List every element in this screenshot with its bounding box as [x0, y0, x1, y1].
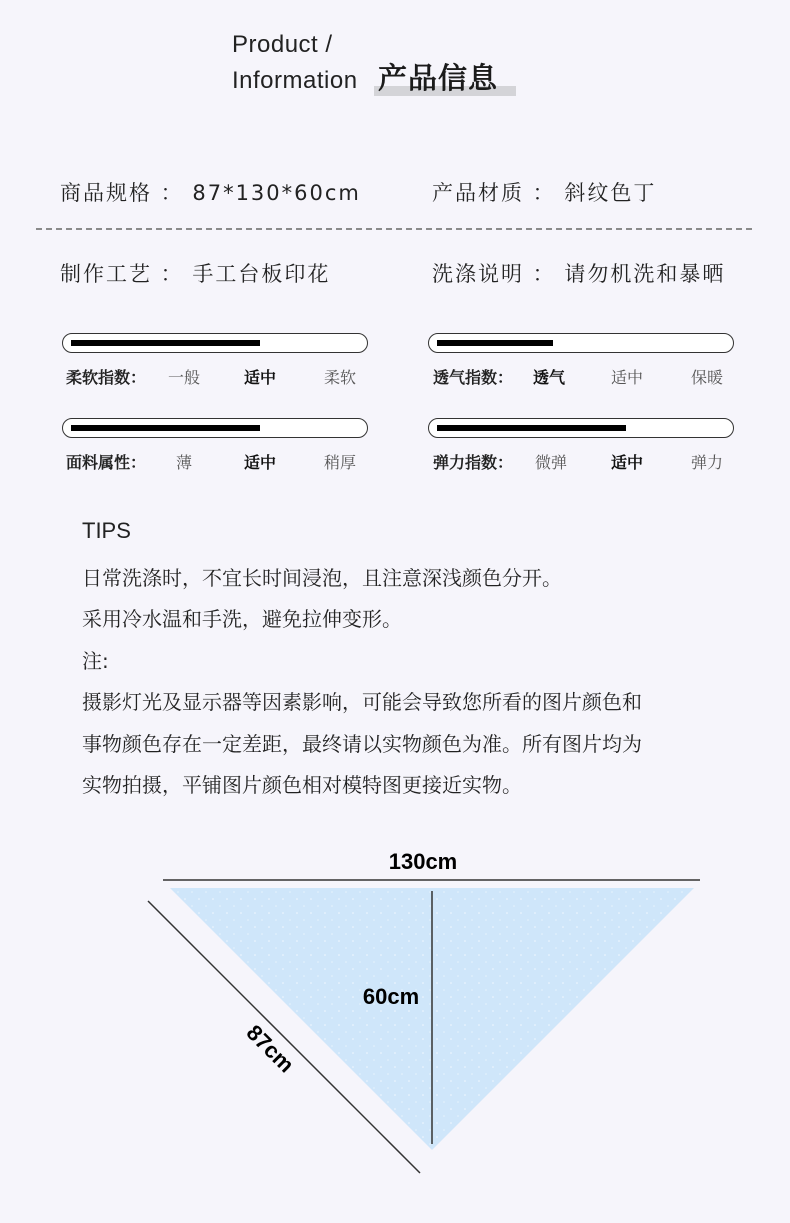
- tip-line-1: 日常洗涤时，不宜长时间浸泡，且注意深浅颜色分开。: [82, 566, 562, 590]
- spec-craft: 制作工艺 ： 手工台板印花: [60, 262, 331, 286]
- spec-wash: 洗涤说明 ： 请勿机洗和暴晒: [432, 262, 726, 286]
- tip-line-2: 采用冷水温和手洗，避免拉伸变形。: [82, 607, 402, 631]
- breathability-rating-row: [433, 365, 743, 387]
- elasticity-bar-fill: [437, 425, 626, 431]
- thickness-option-1: 薄: [176, 453, 193, 472]
- softness-rating-row: [66, 365, 376, 387]
- top-dimension-label: 130cm: [388, 849, 458, 874]
- title-chinese-block: [374, 56, 516, 96]
- dashed-divider: [36, 228, 752, 230]
- height-dimension-label: 60cm: [362, 984, 420, 1009]
- thickness-bar-fill: [71, 425, 260, 431]
- breathability-option-2: 适中: [611, 368, 644, 387]
- thickness-label: 面料属性：: [66, 453, 147, 472]
- side-dimension-label: 87cm: [241, 1019, 300, 1078]
- softness-label: 柔软指数：: [66, 368, 147, 387]
- title-english-line1: Product /: [232, 31, 333, 58]
- breathability-label: 透气指数：: [433, 368, 514, 387]
- breathability-option-3: 保暖: [691, 368, 724, 387]
- breathability-bar: [428, 333, 734, 353]
- elasticity-bar: [428, 418, 734, 438]
- elasticity-option-3: 弹力: [691, 453, 724, 472]
- elasticity-option-1: 微弹: [535, 453, 568, 472]
- title-chinese: 产品信息: [378, 61, 499, 95]
- tip-line-4: 摄影灯光及显示器等因素影响，可能会导致您所看的图片颜色和: [82, 690, 642, 714]
- tips-title: TIPS: [82, 518, 131, 543]
- thickness-option-2: 适中: [244, 453, 277, 472]
- thickness-bar: [62, 418, 368, 438]
- elasticity-label: 弹力指数：: [433, 453, 514, 472]
- thickness-rating-row: [66, 450, 376, 472]
- tip-line-6: 实物拍摄，平铺图片颜色相对模特图更接近实物。: [82, 773, 522, 797]
- softness-bar: [62, 333, 368, 353]
- tip-line-5: 事物颜色存在一定差距，最终请以实物颜色为准。所有图片均为: [82, 732, 642, 756]
- softness-bar-fill: [71, 340, 260, 346]
- elasticity-rating-row: [433, 450, 743, 472]
- spec-material: 产品材质 ： 斜纹色丁: [432, 181, 657, 205]
- size-diagram: [0, 830, 790, 1223]
- thickness-option-3: 稍厚: [324, 453, 357, 472]
- softness-option-1: 一般: [168, 368, 201, 387]
- softness-option-2: 适中: [244, 368, 277, 387]
- elasticity-option-2: 适中: [611, 453, 644, 472]
- softness-option-3: 柔软: [324, 368, 357, 387]
- breathability-bar-fill: [437, 340, 553, 346]
- spec-size: 商品规格 ： 87*130*60cm: [60, 181, 361, 205]
- title-english-line2: Information: [232, 67, 358, 94]
- tip-line-3: 注:: [82, 649, 109, 673]
- breathability-option-1: 透气: [533, 368, 566, 387]
